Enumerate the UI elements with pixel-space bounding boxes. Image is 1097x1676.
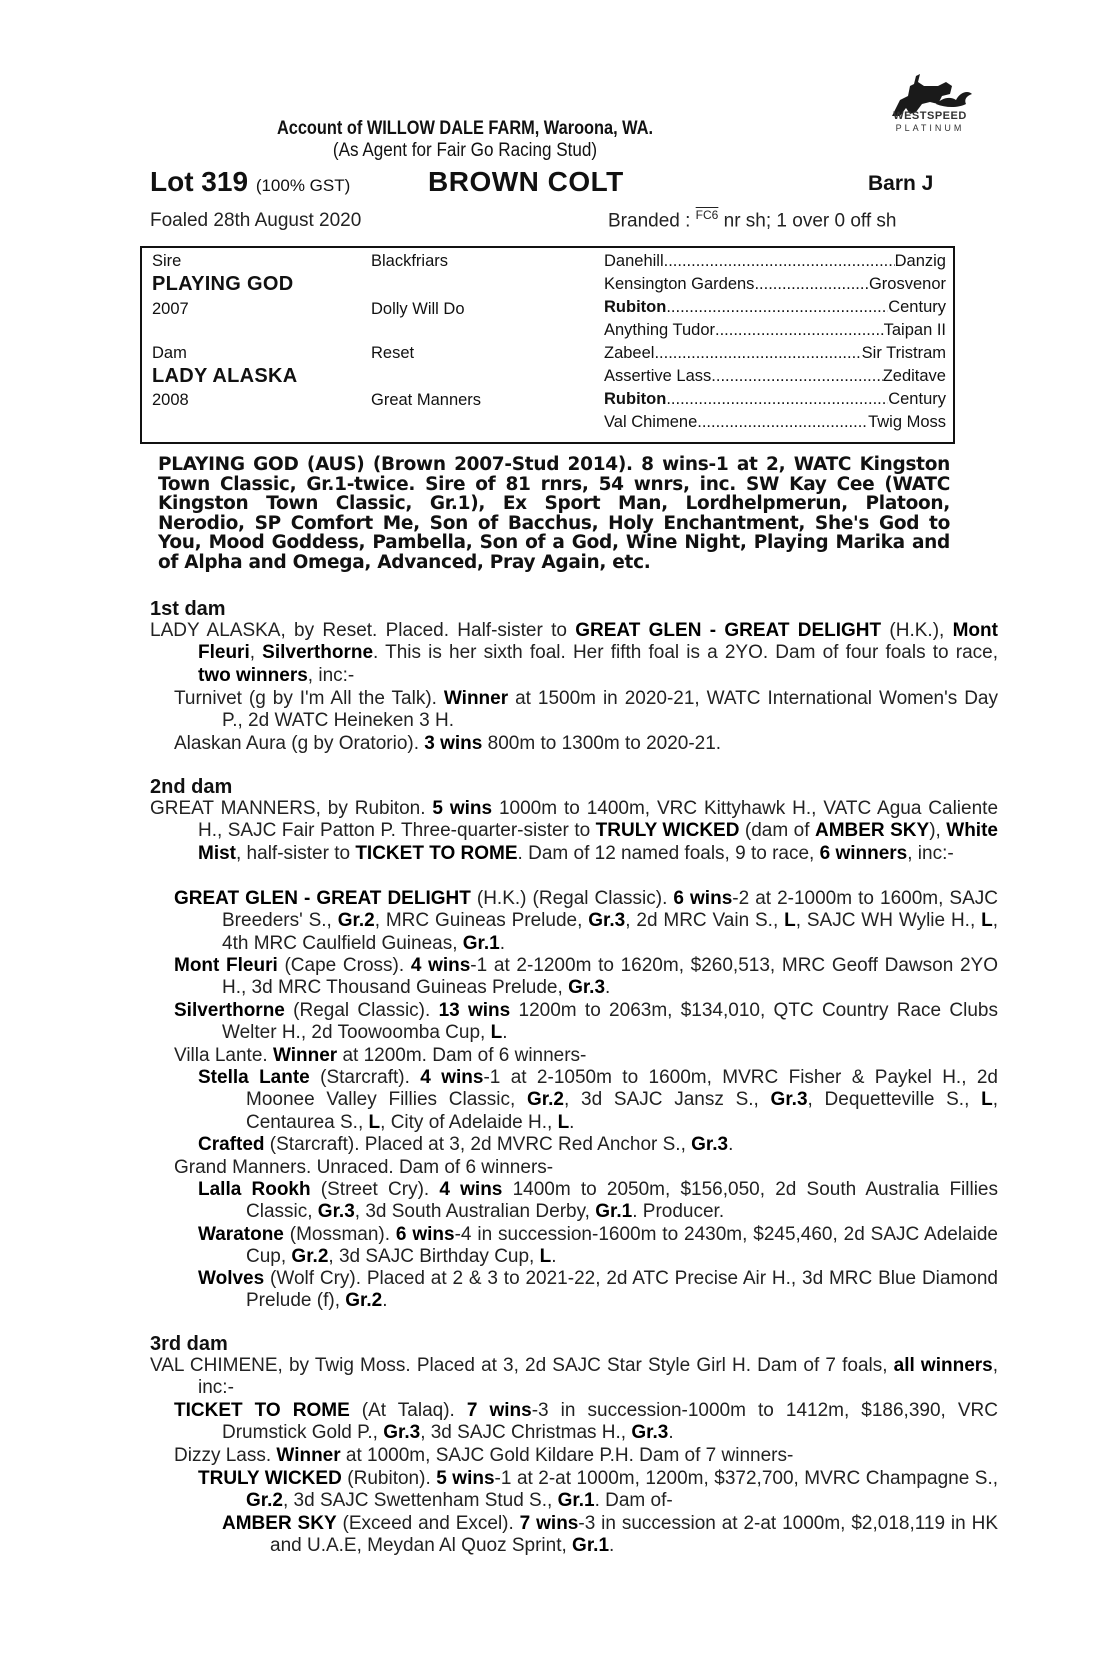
pedigree-gg-row <box>604 298 946 317</box>
text-segment: . <box>551 1246 557 1268</box>
gst-note: (100% GST) <box>255 176 351 195</box>
text-segment: , 3d SAJC Birthday Cup, <box>328 1246 540 1268</box>
bold-segment: Mont Fleuri <box>174 955 278 976</box>
second-dam-foal <box>174 1045 950 1067</box>
bold-segment: L <box>981 1089 993 1111</box>
foaled-date: Foaled 28th August 2020 <box>150 210 362 231</box>
text-segment: . Dam of- <box>594 1490 673 1512</box>
first-dam-foal <box>174 688 998 733</box>
vendor-agent: (As Agent for Fair Go Racing Stud) <box>332 140 598 161</box>
text-segment: at 1200m. Dam of 6 winners- <box>337 1045 587 1066</box>
bold-segment: L <box>368 1111 381 1133</box>
bold-segment: 3 wins <box>424 733 483 754</box>
bold-segment: Lalla Rookh <box>198 1179 311 1200</box>
bold-segment: Gr.3 <box>317 1201 355 1223</box>
text-segment: , inc:- <box>198 1355 999 1399</box>
sire-year: 2007 <box>152 300 189 318</box>
text-segment: , 3d South Australian Derby, <box>354 1201 596 1223</box>
text-segment: -3 in succession-1000m to 1412m, $186,390, VRC Drumstick Gold P., <box>222 1400 998 1444</box>
pedigree-gg-row <box>604 252 946 271</box>
text-segment: , inc:- <box>907 842 954 864</box>
bold-segment: Winner <box>272 1045 338 1066</box>
text-segment: . Dam of 12 named foals, 9 to race, <box>517 842 820 864</box>
text-segment: (Mossman). <box>283 1224 396 1245</box>
logo-subtitle: PLATINUM <box>895 123 965 133</box>
pedigree-gg-row <box>604 390 946 409</box>
text-segment: -1 at 2-at 1000m, 1200m, $372,700, MVRC Champagne S., <box>494 1468 999 1489</box>
bold-segment: 6 wins <box>673 888 733 909</box>
second-dam-heading: 2nd dam <box>150 776 233 798</box>
text-segment: 1200m to 2063m, $134,010, QTC Country Race Clubs Welter H., 2d Toowoomba Cup, <box>222 1000 998 1044</box>
lot-label: Lot 319 <box>150 166 249 197</box>
text-segment: . <box>728 1134 734 1155</box>
second-dam-para <box>150 798 998 865</box>
gg-dam-sire: Zeditave <box>882 367 946 385</box>
text-segment: (dam of <box>739 820 815 842</box>
text-segment: (At Talaq). <box>349 1400 467 1421</box>
bold-segment: Gr.1 <box>462 932 500 954</box>
dam-dam: Great Manners <box>371 391 482 409</box>
bold-segment: 5 wins <box>432 798 493 819</box>
bold-segment: 4 wins <box>410 955 471 976</box>
third-dam-foal <box>174 1445 950 1467</box>
second-dam-grandfoal <box>198 1067 998 1134</box>
text-segment: Grand Manners. Unraced. Dam of 6 winners- <box>174 1157 554 1178</box>
text-segment: (Exceed and Excel). <box>336 1513 520 1534</box>
text-segment: , 2d MRC Vain S., <box>625 910 785 932</box>
second-dam-grandfoal <box>198 1224 998 1269</box>
text-segment: (Cape Cross). <box>277 955 411 976</box>
dam-year: 2008 <box>152 391 189 409</box>
second-dam-foal <box>174 955 998 1000</box>
text-segment: 1000m to 1400m, VRC Kittyhawk H., VATC Agua Caliente H., SAJC Fair Patton P. Three-quarter-sister to <box>198 798 999 842</box>
bold-segment: 7 wins <box>466 1400 532 1421</box>
bold-segment: Mont Fleuri <box>198 620 998 664</box>
branded-prefix: Branded : <box>608 210 696 232</box>
bold-segment: GREAT GLEN - GREAT DELIGHT <box>174 888 471 909</box>
gg-sire: Anything Tudor <box>604 321 715 339</box>
lot-number <box>150 166 350 198</box>
text-segment: . <box>382 1290 388 1312</box>
text-segment: , SAJC WH Wylie H., <box>795 910 982 932</box>
text-segment: (H.K.), <box>881 620 953 641</box>
dam-sire: Reset <box>371 344 415 362</box>
bold-segment: L <box>490 1022 503 1044</box>
text-segment: , 3d SAJC Christmas H., <box>420 1422 632 1444</box>
text-segment: . <box>668 1422 674 1444</box>
third-dam-greatgrandfoal <box>222 1513 998 1558</box>
bold-segment: TICKET TO ROME <box>174 1400 350 1421</box>
text-segment: . <box>609 1535 615 1557</box>
gg-dam-sire: Century <box>888 390 946 408</box>
text-segment: (Street Cry). <box>310 1179 440 1200</box>
text-segment: (Regal Classic). <box>284 1000 439 1021</box>
text-segment: Alaskan Aura (g by Oratorio). <box>174 733 425 754</box>
barn-label: Barn J <box>868 172 934 195</box>
text-segment: Dizzy Lass. <box>174 1445 277 1466</box>
gg-dam-sire: Sir Tristram <box>861 344 946 362</box>
text-segment: at 1500m in 2020-21, WATC International Women's Day P., 2d WATC Heineken 3 H. <box>222 688 998 732</box>
bold-segment: TRULY WICKED <box>198 1468 342 1489</box>
bold-segment: Winner <box>443 688 509 709</box>
text-segment: 800m to 1300m to 2020-21. <box>482 733 722 754</box>
pedigree-gg-row <box>604 275 946 294</box>
bold-segment: Gr.3 <box>588 910 626 932</box>
gg-sire: Rubiton <box>604 390 667 408</box>
pedigree-gg-row <box>604 367 946 386</box>
text-segment: -3 in succession at 2-at 1000m, $2,018,119 in HK and U.A.E, Meydan Al Quoz Sprint, <box>270 1513 999 1557</box>
bold-segment: Gr.3 <box>383 1422 421 1444</box>
text-segment: ), <box>929 820 947 842</box>
bold-segment: Gr.2 <box>527 1089 565 1111</box>
text-segment: (Wolf Cry). Placed at 2 & 3 to 2021-22, 2d ATC Precise Air H., 3d MRC Blue Diamond Prelude (f), <box>246 1268 998 1312</box>
sire-label: Sire <box>152 252 182 270</box>
text-segment: , 4th MRC Caulfield Guineas, <box>222 910 999 954</box>
bold-segment: 13 wins <box>438 1000 511 1021</box>
gg-sire: Val Chimene <box>604 413 698 431</box>
first-dam-para <box>150 620 998 687</box>
bold-segment: Stella Lante <box>198 1067 310 1088</box>
logo-name: WESTSPEED <box>893 110 967 122</box>
bold-segment: AMBER SKY <box>222 1513 337 1534</box>
text-segment: , City of Adelaide H., <box>380 1111 558 1133</box>
bold-segment: Winner <box>276 1445 341 1466</box>
bold-segment: Gr.2 <box>246 1490 283 1512</box>
bold-segment: AMBER SKY <box>814 820 930 842</box>
sire-sire: Blackfriars <box>371 252 449 270</box>
gg-sire: Kensington Gardens <box>604 275 755 293</box>
gg-sire: Assertive Lass <box>604 367 712 385</box>
text-segment: at 1000m, SAJC Gold Kildare P.H. Dam of 7 winners- <box>340 1445 794 1466</box>
text-segment: (H.K.) (Regal Classic). <box>470 888 674 909</box>
gg-dam-sire: Century <box>888 298 946 316</box>
second-dam-grandfoal <box>198 1134 950 1156</box>
text-segment: LADY ALASKA, by Reset. Placed. Half-sister to <box>150 620 576 641</box>
text-segment: , MRC Guineas Prelude, <box>374 910 589 932</box>
lot-title: BROWN COLT <box>428 166 624 197</box>
bold-segment: L <box>784 910 796 932</box>
bold-segment: TICKET TO ROME <box>355 842 518 864</box>
bold-segment: 6 wins <box>395 1224 455 1245</box>
bold-segment: Gr.2 <box>337 910 375 932</box>
gg-dam-sire: Taipan II <box>883 321 946 339</box>
text-segment: (Rubiton). <box>341 1468 437 1489</box>
bold-segment: Silverthorne <box>174 1000 285 1021</box>
text-segment: . <box>502 1022 508 1044</box>
gg-sire: Zabeel <box>604 344 655 362</box>
dam-name: LADY ALASKA <box>152 365 298 387</box>
gg-sire: Rubiton <box>604 298 667 316</box>
third-dam-foal <box>174 1400 998 1445</box>
dam-label: Dam <box>152 344 187 362</box>
bold-segment: L <box>981 910 993 932</box>
bold-segment: TRULY WICKED <box>595 820 740 842</box>
vendor-account: Account of WILLOW DALE FARM, Waroona, WA. <box>276 118 654 139</box>
text-segment: 1400m to 2050m, $156,050, 2d South Australia Fillies Classic, <box>246 1179 998 1223</box>
bold-segment: Crafted <box>198 1134 265 1155</box>
text-segment: , Centaurea S., <box>246 1089 998 1133</box>
bold-segment: Wolves <box>198 1268 265 1289</box>
second-dam-foal <box>174 888 998 955</box>
text-segment: GREAT MANNERS, by Rubiton. <box>150 798 433 819</box>
bold-segment: Gr.1 <box>557 1490 595 1512</box>
text-segment: , <box>249 642 263 664</box>
bold-segment: two winners <box>198 664 308 686</box>
text-segment: . Producer. <box>632 1201 725 1223</box>
branded-info <box>608 208 896 232</box>
gg-dam-sire: Danzig <box>894 252 946 270</box>
text-segment: (Starcraft). <box>309 1067 421 1088</box>
text-segment: . This is her sixth foal. Her fifth foal is a 2YO. Dam of four foals to race, <box>373 642 998 664</box>
text-segment: -1 at 2-1200m to 1620m, $260,513, MRC Geoff Dawson 2YO H., 3d MRC Thousand Guineas Prelude, <box>222 955 998 999</box>
bold-segment: Gr.3 <box>770 1089 808 1111</box>
pedigree-gg-row <box>604 413 946 432</box>
second-dam-grandfoal <box>198 1268 998 1313</box>
bold-segment: 6 winners <box>819 842 908 864</box>
pedigree-gg-row <box>604 344 946 363</box>
text-segment: . <box>499 932 506 954</box>
bold-segment: Gr.3 <box>691 1134 729 1155</box>
bold-segment: L <box>539 1246 552 1268</box>
gg-dam-sire: Twig Moss <box>868 413 946 431</box>
third-dam-para <box>150 1355 998 1400</box>
bold-segment: White Mist <box>198 820 998 864</box>
text-segment: (Starcraft). Placed at 3, 2d MVRC Red Anchor S., <box>264 1134 692 1155</box>
bold-segment: GREAT GLEN - GREAT DELIGHT <box>575 620 882 641</box>
first-dam-foal <box>174 733 950 755</box>
third-dam-heading: 3rd dam <box>150 1333 228 1355</box>
bold-segment: Gr.1 <box>595 1201 633 1223</box>
bold-segment: Gr.1 <box>572 1535 610 1557</box>
bold-segment: Gr.3 <box>568 977 606 999</box>
second-dam-grandfoal <box>198 1179 998 1224</box>
text-segment: -4 in succession-1600m to 2430m, $245,460, 2d SAJC Adelaide Cup, <box>246 1224 998 1268</box>
text-segment: VAL CHIMENE, by Twig Moss. Placed at 3, 2d SAJC Star Style Girl H. Dam of 7 foals, <box>150 1355 894 1376</box>
bold-segment: all winners <box>893 1355 993 1376</box>
bold-segment: L <box>557 1111 570 1133</box>
pedigree-gg-row <box>604 321 946 340</box>
gg-sire: Danehill <box>604 252 664 270</box>
bold-segment: Gr.2 <box>291 1246 329 1268</box>
text-segment: . <box>569 1111 575 1133</box>
text-segment: Villa Lante. <box>174 1045 273 1066</box>
bold-segment: Silverthorne <box>262 642 374 664</box>
bold-segment: Waratone <box>198 1224 284 1245</box>
text-segment: , Dequetteville S., <box>807 1089 982 1111</box>
bold-segment: 7 wins <box>519 1513 579 1534</box>
text-segment: -2 at 2-1000m to 1600m, SAJC Breeders' S., <box>222 888 998 932</box>
branded-suffix: nr sh; 1 over 0 off sh <box>718 210 897 232</box>
text-segment: , inc:- <box>307 664 355 686</box>
text-segment: . <box>605 977 611 999</box>
sire-dam: Dolly Will Do <box>371 300 465 318</box>
gg-dam-sire: Grosvenor <box>868 275 946 293</box>
third-dam-grandfoal <box>198 1468 998 1513</box>
bold-segment: 4 wins <box>420 1067 484 1088</box>
text-segment: , 3d SAJC Swettenham Stud S., <box>282 1490 558 1512</box>
bold-segment: Gr.3 <box>631 1422 669 1444</box>
bold-segment: 5 wins <box>436 1468 495 1489</box>
text-segment: , half-sister to <box>236 842 356 864</box>
text-segment: -1 at 2-1050m to 1600m, MVRC Fisher & Paykel H., 2d Moonee Valley Fillies Classic, <box>246 1067 998 1111</box>
bold-segment: Gr.2 <box>345 1290 383 1312</box>
second-dam-foal <box>174 1157 950 1179</box>
sire-summary: PLAYING GOD (AUS) (Brown 2007-Stud 2014). 8 wins-1 at 2, WATC Kingston Town Classic, Gr.1-twice. Sire of 81 rnrs, 54 wnrs, inc. SW Kay Cee (WATC Kingston Town Classic, Gr.1), Ex Sport Man, Lordhelpmerun, Platoon, Nerodio, SP Comfort Me, Son of Bacchus, Holy Enchantment, She's God to You, Mood Goddess, Pambella, Son of a God, Wine Night, Playing Marika and of Alpha and Omega, Advanced, Pray Again, etc. <box>158 454 950 573</box>
text-segment: , 3d SAJC Jansz S., <box>564 1089 771 1111</box>
sire-name: PLAYING GOD <box>152 273 294 295</box>
pedigree-box <box>140 246 955 444</box>
text-segment: Turnivet (g by I'm All the Talk). <box>174 688 444 709</box>
brand-mark: FC6 <box>695 208 719 222</box>
bold-segment: 4 wins <box>439 1179 503 1200</box>
second-dam-foal <box>174 1000 998 1045</box>
first-dam-heading: 1st dam <box>150 598 226 620</box>
